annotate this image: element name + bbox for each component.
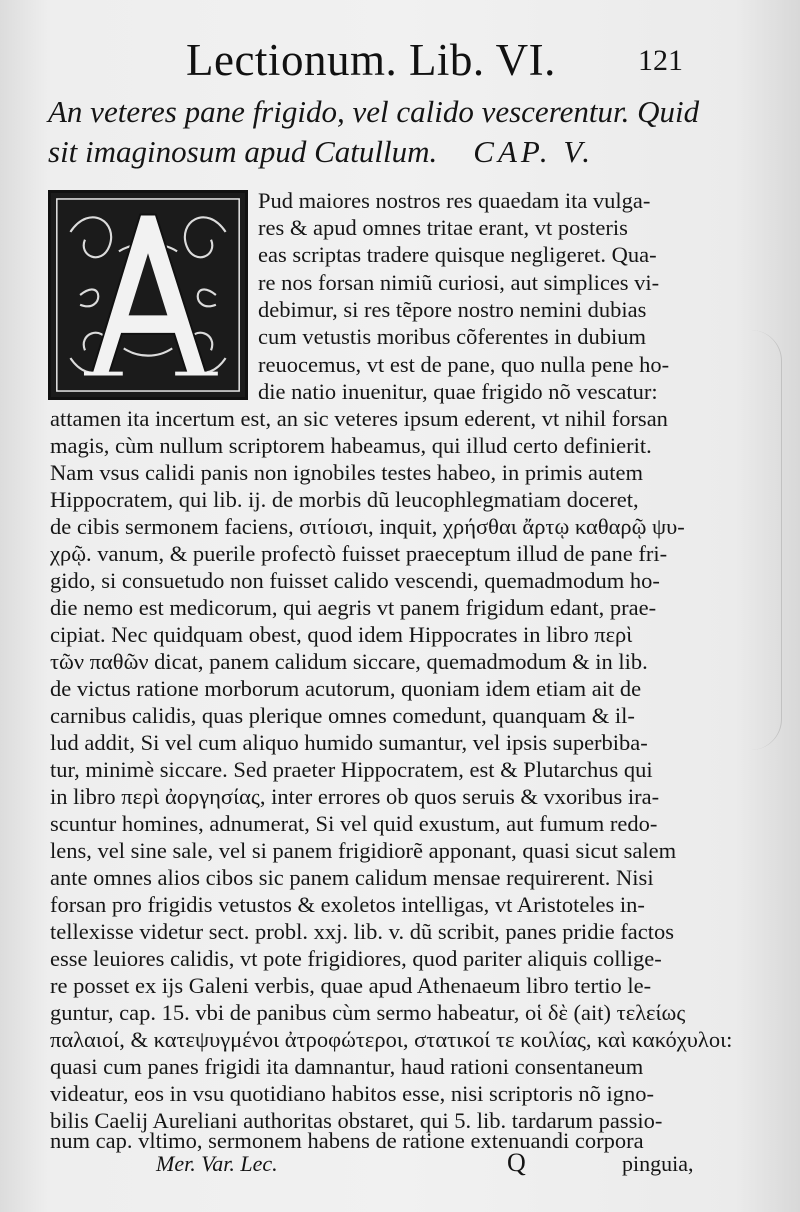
text-line: gido, si consuetudo non fuisset calido vescendi, quemadmodum ho- [50, 568, 660, 593]
text-line: χρῷ. vanum, & puerile profectò fuisset praeceptum illud de pane fri- [50, 541, 668, 566]
text-line: tellexisse videtur sect. probl. xxj. lib. v. dũ scribit, panes pridie factos [50, 919, 675, 944]
text-line: cum vetustis moribus cõferentes in dubium [258, 324, 647, 349]
text-line: die nemo est medicorum, qui aegris vt panem frigidum edant, prae- [50, 595, 657, 620]
text-line: esse leuiores calidis, vt pote frigidiores, quod pariter aliquis collige- [50, 946, 662, 971]
text-line: attamen ita incertum est, an sic veteres ipsum ederent, vt nihil forsan [50, 406, 668, 431]
text-line: re posset ex ijs Galeni verbis, quae apud Athenaeum libro tertio le- [50, 973, 652, 998]
text-line: magis, cùm nullum scriptorem habeamus, qui illud certo definierit. [50, 433, 652, 458]
text-line: lens, vel sine sale, vel si panem frigidiorẽ apponant, quasi sicut salem [50, 838, 677, 863]
chapter-title-line-2: sit imaginosum apud Catullum. [48, 134, 438, 169]
text-line: videatur, eos in vsu quotidiano habitos esse, nisi scriptoris nõ igno- [50, 1081, 655, 1106]
text-line: num cap. vltimo, sermonem habens de ratione extenuandi corpora [50, 1128, 644, 1153]
catchword: pinguia, [622, 1151, 694, 1176]
text-line: guntur, cap. 15. vbi de panibus cùm sermo habeatur, οἱ δὲ (ait) τελείως [50, 1000, 686, 1025]
chapter-title-line-1: An veteres pane frigido, vel calido vescerentur. Quid [48, 94, 700, 129]
text-line: reuocemus, vt est de pane, quo nulla pene ho- [258, 352, 670, 377]
printer-signature: Mer. Var. Lec. [156, 1151, 278, 1176]
text-line: forsan pro frigidis vetustos & exoletos intelligas, vt Aristoteles in- [50, 892, 645, 917]
text-line: die natio inuenitur, quae frigido nõ vescatur: [258, 379, 658, 404]
text-line: in libro περὶ ἀοργησίας, inter errores ob quos seruis & vxoribus ira- [50, 784, 660, 809]
text-line: res & apud omnes tritae erant, vt posteris [258, 215, 628, 240]
text-line: re nos forsan nimiũ curiosi, aut simplices vi- [258, 270, 660, 295]
text-line: quasi cum panes frigidi ita damnantur, haud rationi consentaneum [50, 1054, 644, 1079]
chapter-number: CAP. V. [473, 134, 595, 169]
text-line: τῶν παθῶν dicat, panem calidum siccare, quemadmodum & in lib. [50, 649, 648, 674]
text-line: eas scriptas tradere quisque negligeret. Qua- [258, 242, 657, 267]
text-line: de victus ratione morborum acutorum, quoniam idem etiam ait de [50, 676, 642, 701]
page-number: 121 [638, 44, 683, 77]
text-line: scuntur homines, adnumerat, Si vel quid exustum, aut fumum redo- [50, 811, 658, 836]
text-line: tur, minimè siccare. Sed praeter Hippocratem, est & Plutarchus qui [50, 757, 653, 782]
text-line: ante omnes alios cibos sic panem calidum mensae requirerent. Nisi [50, 865, 654, 890]
text-line: de cibis sermonem faciens, σιτίοισι, inquit, χρήσθαι ἄρτῳ καθαρῷ ψυ- [50, 514, 685, 539]
text-line: Pud maiores nostros res quaedam ita vulga- [258, 188, 651, 213]
text-line: debimur, si res tẽpore nostro nemini dubias [258, 297, 647, 322]
signature-mark: Q [507, 1148, 526, 1177]
decorated-initial-letter: A [51, 193, 52, 195]
text-line: Hippocratem, qui lib. ij. de morbis dũ leucophlegmatiam doceret, [50, 487, 639, 512]
text-line: παλαιοί, & κατεψυγμένοι ἀτροφώτεροι, στατικοί τε κοιλίας, καὶ κακόχυλοι: [50, 1027, 733, 1052]
running-head-title: Lectionum. Lib. VI. [186, 35, 556, 85]
text-line: bilis Caelij Aureliani authoritas obstaret, qui 5. lib. tardarum passio- [50, 1108, 663, 1133]
text-line: carnibus calidis, quas plerique omnes comedunt, quanquam & il- [50, 703, 635, 728]
text-line: cipiat. Nec quidquam obest, quod idem Hippocrates in libro περὶ [50, 622, 633, 647]
text-line: Nam vsus calidi panis non ignobiles testes habeo, in primis autem [50, 460, 644, 485]
text-line: lud addit, Si vel cum aliquo humido sumantur, vel ipsis superbiba- [50, 730, 648, 755]
